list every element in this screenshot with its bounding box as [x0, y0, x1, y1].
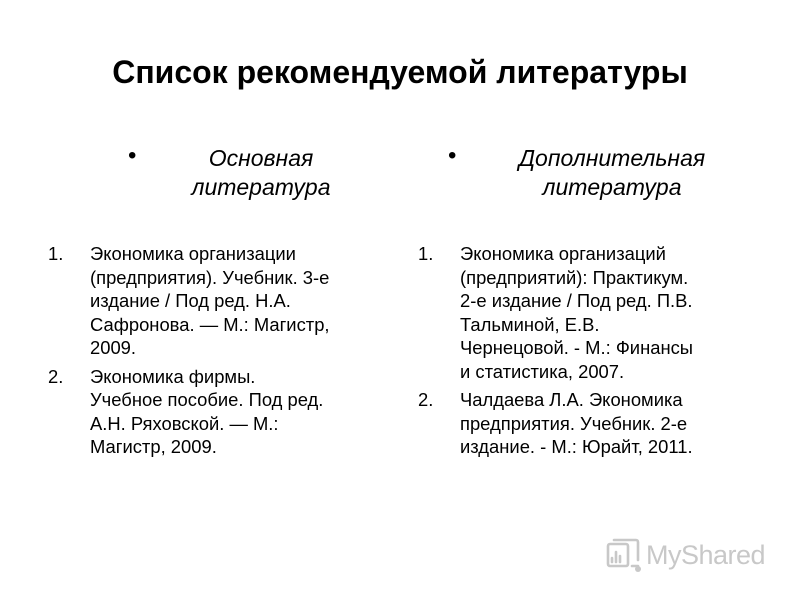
item-number: 2. — [48, 365, 64, 387]
item-line: предприятия. Учебник. 2-е — [460, 412, 688, 434]
watermark-text: MyShared — [646, 540, 766, 570]
slide-title: Список рекомендуемой литературы — [112, 54, 688, 90]
myshared-watermark — [604, 536, 764, 576]
list-item — [410, 242, 760, 383]
item-line: издание / Под ред. Н.А. — [90, 290, 291, 311]
item-number: 2. — [418, 389, 434, 410]
extra-literature-heading — [482, 144, 742, 202]
item-line: Экономика организаций — [460, 243, 666, 264]
heading-line: литература — [191, 174, 331, 200]
item-line: издание. - М.: Юрайт, 2011. — [460, 436, 693, 457]
main-literature-list — [40, 242, 390, 464]
item-line: Тальминой, Е.В. — [460, 313, 600, 335]
item-line: (предприятия). Учебник. 3-е — [90, 266, 330, 288]
list-item — [40, 242, 390, 360]
heading-line: Основная — [208, 145, 314, 171]
myshared-logo-icon — [604, 536, 644, 574]
item-text — [460, 388, 760, 459]
item-line: Чернецовой. - М.: Финансы — [460, 337, 694, 358]
item-line: Чалдаева Л.А. Экономика — [460, 389, 683, 410]
item-line: (предприятий): Практикум. — [460, 266, 689, 288]
item-number: 1. — [48, 243, 64, 264]
main-literature-column — [40, 140, 400, 457]
main-literature-heading-row — [40, 140, 400, 204]
main-literature-heading — [156, 144, 366, 202]
item-line: Учебное пособие. Под ред. — [90, 389, 324, 410]
item-line: 2009. — [90, 337, 137, 358]
list-item — [40, 365, 390, 459]
item-line: Сафронова. — М.: Магистр, — [90, 313, 330, 335]
bullet-icon: • — [448, 142, 457, 169]
extra-literature-column — [410, 140, 780, 457]
item-line: Магистр, 2009. — [90, 436, 217, 457]
list-item — [410, 388, 760, 459]
item-line: Экономика фирмы. — [90, 365, 256, 387]
item-text — [90, 242, 390, 360]
extra-literature-heading-row — [410, 140, 780, 204]
item-text — [460, 242, 760, 383]
extra-literature-list — [410, 242, 760, 464]
item-line: А.Н. Ряховской. — М.: — [90, 412, 279, 434]
bullet-icon: • — [128, 142, 137, 169]
item-number: 1. — [418, 243, 434, 264]
item-line: 2-е издание / Под ред. П.В. — [460, 290, 693, 311]
heading-line: литература — [542, 174, 682, 200]
item-line: и статистика, 2007. — [460, 360, 625, 382]
item-line: Экономика организации — [90, 243, 296, 264]
item-text — [90, 365, 390, 459]
heading-line: Дополнительная — [518, 145, 706, 171]
